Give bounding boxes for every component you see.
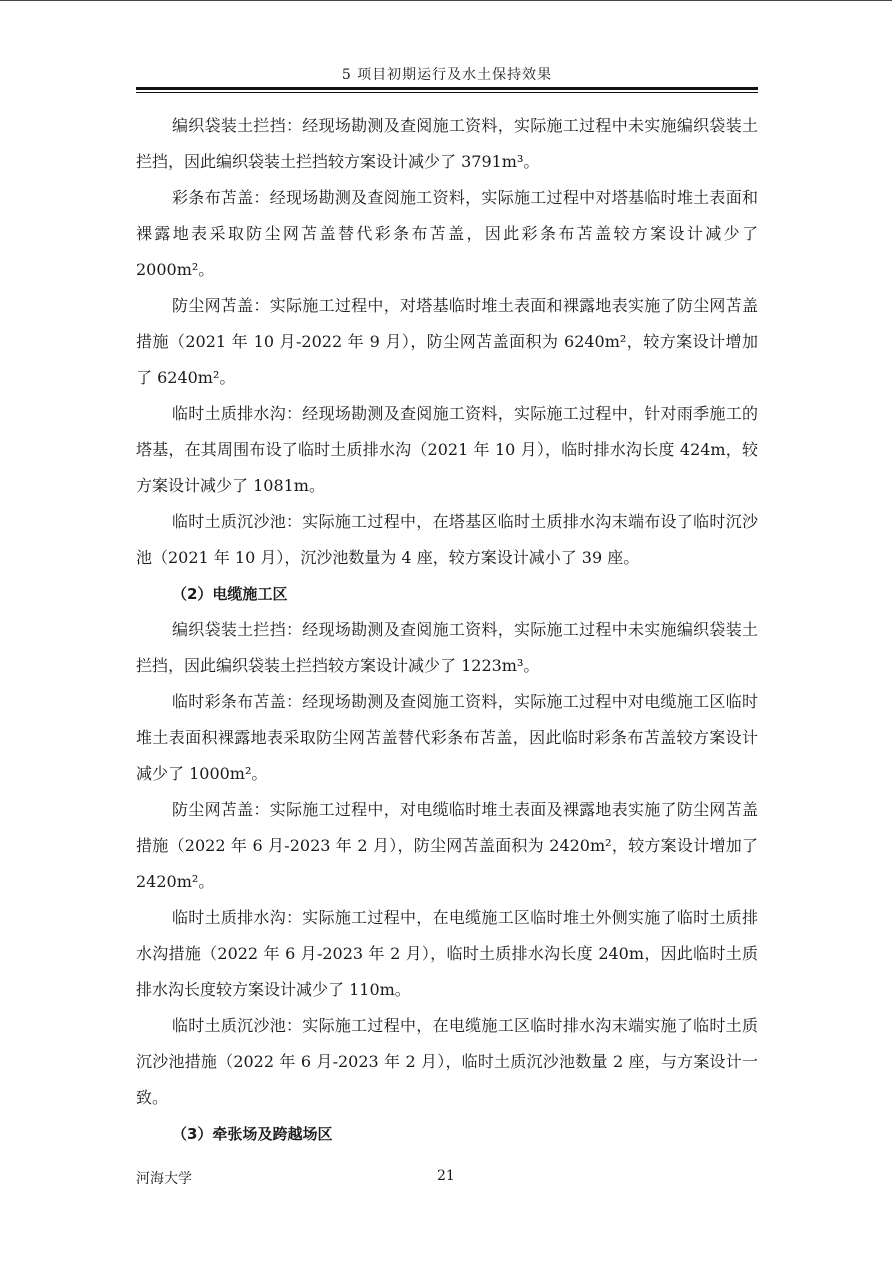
paragraph: 防尘网苫盖：实际施工过程中，对电缆临时堆土表面及裸露地表实施了防尘网苫盖措施（2022 年 6 月-2023 年 2 月），防尘网苫盖面积为 2420m²，较方案设计增加了 2420m²。 xyxy=(136,800,758,891)
paragraph: 彩条布苫盖：经现场勘测及查阅施工资料，实际施工过程中对塔基临时堆土表面和裸露地表采取防尘网苫盖替代彩条布苫盖，因此彩条布苫盖较方案设计减少了 2000m²。 xyxy=(136,188,758,279)
section-heading: （2）电缆施工区 xyxy=(172,585,288,603)
header-rule-thin xyxy=(136,92,758,93)
section-heading: （3）牵张场及跨越场区 xyxy=(172,1125,333,1143)
page-number: 21 xyxy=(437,1168,455,1184)
paragraph: 临时彩条布苫盖：经现场勘测及查阅施工资料，实际施工过程中对电缆施工区临时堆土表面积裸露地表采取防尘网苫盖替代彩条布苫盖，因此临时彩条布苫盖较方案设计减少了 1000m²。 xyxy=(136,692,758,783)
paragraph: 编织袋装土拦挡：经现场勘测及查阅施工资料，实际施工过程中未实施编织袋装土拦挡，因此编织袋装土拦挡较方案设计减少了 1223m³。 xyxy=(136,620,758,675)
running-header: 5 项目初期运行及水土保持效果 xyxy=(341,67,553,83)
body-text xyxy=(136,108,758,1152)
paragraph: 编织袋装土拦挡：经现场勘测及查阅施工资料，实际施工过程中未实施编织袋装土拦挡，因此编织袋装土拦挡较方案设计减少了 3791m³。 xyxy=(136,116,758,171)
paragraph: 临时土质排水沟：实际施工过程中，在电缆施工区临时堆土外侧实施了临时土质排水沟措施（2022 年 6 月-2023 年 2 月），临时土质排水沟长度 240m，因此临时土质排水沟长度较方案设计减少了 110m。 xyxy=(136,908,758,999)
paragraph: 临时土质沉沙池：实际施工过程中，在电缆施工区临时排水沟末端实施了临时土质沉沙池措施（2022 年 6 月-2023 年 2 月），临时土质沉沙池数量 2 座，与方案设计一致。 xyxy=(136,1016,758,1107)
paragraph: 防尘网苫盖：实际施工过程中，对塔基临时堆土表面和裸露地表实施了防尘网苫盖措施（2021 年 10 月-2022 年 9 月），防尘网苫盖面积为 6240m²，较方案设计增加了 6240m²。 xyxy=(136,296,758,387)
paragraph: 临时土质沉沙池：实际施工过程中，在塔基区临时土质排水沟末端布设了临时沉沙池（2021 年 10 月），沉沙池数量为 4 座，较方案设计减小了 39 座。 xyxy=(136,512,758,567)
paragraph: 临时土质排水沟：经现场勘测及查阅施工资料，实际施工过程中，针对雨季施工的塔基，在其周围布设了临时土质排水沟（2021 年 10 月），临时排水沟长度 424m，较方案设计减少了 1081m。 xyxy=(136,404,758,495)
footer-institution: 河海大学 xyxy=(136,1171,192,1187)
header-rule-thick xyxy=(136,87,758,90)
page-top-border xyxy=(0,0,892,1)
